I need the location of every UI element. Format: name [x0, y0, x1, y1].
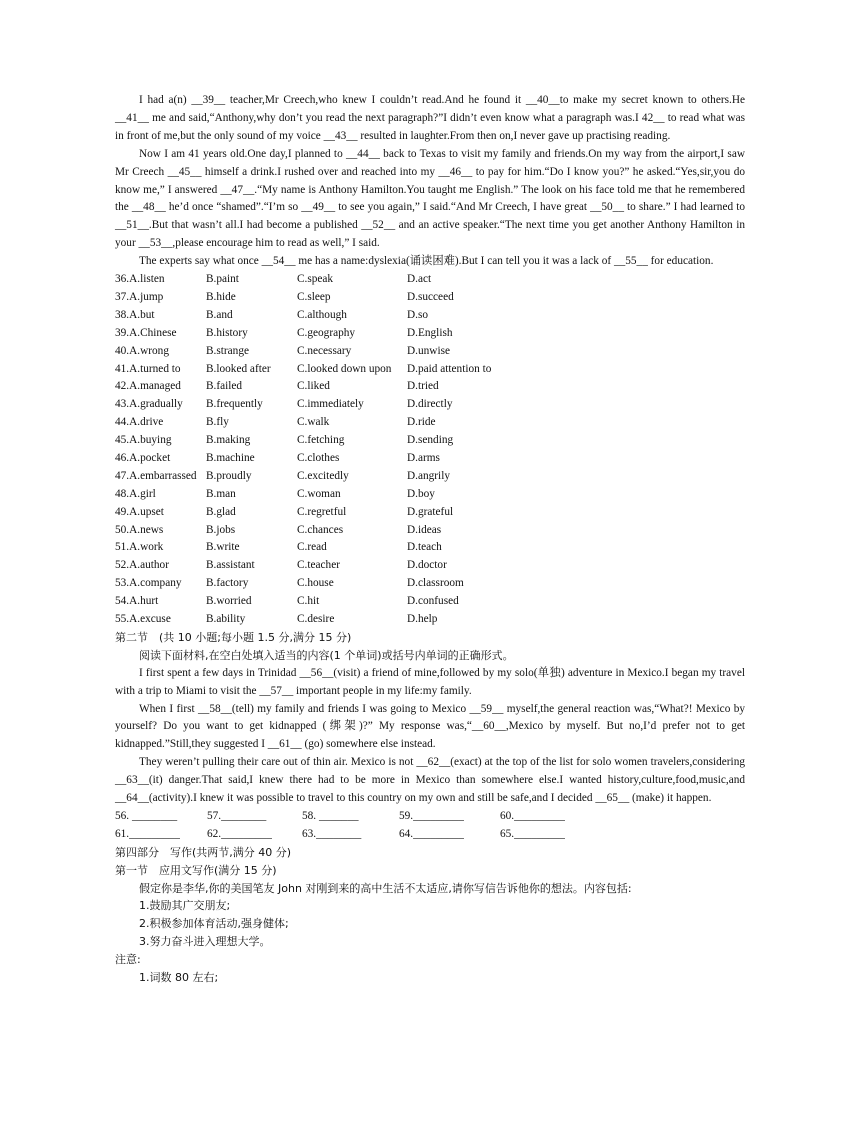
option-choice[interactable]: 38.A.but [115, 308, 155, 321]
writing-point-3: 3.努力奋斗进入理想大学。 [139, 935, 271, 949]
answer-blank-59[interactable]: 59._________ [399, 809, 464, 822]
option-choice[interactable]: 44.A.drive [115, 416, 164, 429]
option-choice[interactable]: C.excitedly [297, 469, 349, 482]
option-choice[interactable]: C.teacher [297, 559, 340, 572]
option-row [115, 539, 745, 557]
answer-blank-62[interactable]: 62._________ [207, 827, 272, 840]
section2-paragraph3: They weren’t pulling their care out of thin air. Mexico is not __62__(exact) at the top of the list for solo women travelers,considering __63__(it) danger.That said,I knew there had to be more in Mexico than somewhere else.I wanted history,culture,food,music,and __64__(activity).I knew it was possible to travel to this country on my own and still be safe,and I decided __65__ (make) it happen. [115, 756, 745, 805]
option-choice[interactable]: B.write [206, 541, 240, 554]
option-choice[interactable]: B.strange [206, 344, 249, 357]
option-row [115, 486, 745, 504]
option-choice[interactable]: C.hit [297, 595, 320, 608]
option-choice[interactable]: B.ability [206, 612, 246, 625]
option-choice[interactable]: B.frequently [206, 398, 263, 411]
option-row [115, 289, 745, 307]
part4-subheading: 第一节 应用文写作(满分 15 分) [115, 863, 277, 877]
option-choice[interactable]: C.sleep [297, 290, 331, 303]
option-row [115, 271, 745, 289]
option-choice[interactable]: 55.A.excuse [115, 612, 171, 625]
note-1: 1.词数 80 左右; [139, 971, 219, 985]
option-choice[interactable]: C.regretful [297, 505, 347, 518]
option-choice[interactable]: D.teach [407, 541, 442, 554]
worksheet-page [115, 92, 745, 987]
writing-task: 假定你是李华,你的美国笔友 John 对刚到来的高中生活不太适应,请你写信告诉他你的想法。内容包括: [139, 881, 632, 895]
option-choice[interactable]: C.chances [297, 523, 344, 536]
option-choice[interactable]: 39.A.Chinese [115, 326, 177, 339]
option-choice[interactable]: C.fetching [297, 434, 345, 447]
option-choice[interactable]: D.sending [407, 434, 454, 447]
option-choice[interactable]: D.doctor [407, 559, 447, 572]
answer-blanks-row1 [115, 808, 745, 826]
option-choice[interactable]: B.assistant [206, 559, 255, 572]
option-choice[interactable]: D.directly [407, 398, 453, 411]
option-choice[interactable]: D.English [407, 326, 453, 339]
option-choice[interactable]: D.so [407, 308, 429, 321]
option-choice[interactable]: 50.A.news [115, 523, 164, 536]
option-choice[interactable]: C.clothes [297, 451, 340, 464]
option-choice[interactable]: B.machine [206, 451, 255, 464]
option-choice[interactable]: 47.A.embarrassed [115, 469, 197, 482]
answer-blank-61[interactable]: 61._________ [115, 827, 180, 840]
passage1-paragraph2: Now I am 41 years old.One day,I planned to __44__ back to Texas to visit my family and friends.On my way from the airport,I saw Mr Creech __45__ himself a drink.I rushed over and reached into my __46__ to pay for him.“Do I know you?” he asked.“Yes,sir,you do know me,” I answered __47__.“My name is Anthony Hamilton.You taught me English.” The look on his face told me that he remembered the __48__ he’d once “shamed”.“I’m so __49__ to see you again,” I said.“And Mr Creech, I have great __50__ to share.” I had learned to __51__.But that wasn’t all.I had become a published __52__ and an active speaker.“The next time you get another Anthony Hamilton in your __53__,please encourage him to read as well,” I said. [115, 147, 745, 250]
option-row [115, 450, 745, 468]
passage1-paragraph3: The experts say what once __54__ me has a name:dyslexia(诵读困难).But I can tell you it was a lack of __55__ for education. [139, 255, 714, 268]
option-choice[interactable]: B.proudly [206, 469, 252, 482]
option-choice[interactable]: D.classroom [407, 577, 464, 590]
section2-paragraph1: I first spent a few days in Trinidad __56__(visit) a friend of mine,followed by my solo(单独) adventure in Mexico.I began my travel with a trip to Miami to visit the __57__ important people in my life:my family. [115, 666, 745, 697]
section2-instruction: 阅读下面材料,在空白处填入适当的内容(1 个单词)或括号内单词的正确形式。 [139, 648, 514, 662]
option-choice[interactable]: 49.A.upset [115, 505, 164, 518]
option-row [115, 378, 745, 396]
option-row [115, 325, 745, 343]
option-row [115, 575, 745, 593]
answer-blank-57[interactable]: 57.________ [207, 809, 267, 822]
option-choice[interactable]: 48.A.girl [115, 487, 156, 500]
option-choice[interactable]: B.history [206, 326, 248, 339]
option-choice[interactable]: 45.A.buying [115, 434, 172, 447]
option-row [115, 557, 745, 575]
option-choice[interactable]: B.man [206, 487, 236, 500]
option-choice[interactable]: B.failed [206, 380, 243, 393]
option-choice[interactable]: C.looked down upon [297, 362, 392, 375]
option-choice[interactable]: B.fly [206, 416, 229, 429]
writing-point-1: 1.鼓励其广交朋友; [139, 899, 231, 913]
option-choice[interactable]: B.jobs [206, 523, 236, 536]
option-choice[interactable]: D.grateful [407, 505, 454, 518]
option-choice[interactable]: 46.A.pocket [115, 451, 171, 464]
note-label: 注意: [115, 953, 141, 967]
answer-blank-58[interactable]: 58. _______ [302, 809, 359, 822]
option-choice[interactable]: 53.A.company [115, 577, 182, 590]
option-choice[interactable]: C.woman [297, 487, 341, 500]
option-choice[interactable]: D.tried [407, 380, 439, 393]
option-choice[interactable]: C.geography [297, 326, 356, 339]
answer-blanks-row2 [115, 826, 745, 844]
option-choice[interactable]: B.paint [206, 273, 239, 286]
option-row [115, 522, 745, 540]
option-choice[interactable]: 36.A.listen [115, 273, 165, 286]
option-row [115, 396, 745, 414]
option-choice[interactable]: D.paid attention to [407, 362, 492, 375]
option-choice[interactable]: D.ideas [407, 523, 442, 536]
option-row [115, 361, 745, 379]
option-choice[interactable]: B.worried [206, 595, 252, 608]
option-choice[interactable]: 41.A.turned to [115, 362, 181, 375]
option-choice[interactable]: D.angrily [407, 469, 450, 482]
option-choice[interactable]: D.boy [407, 487, 435, 500]
option-choice[interactable]: B.looked after [206, 362, 271, 375]
option-choice[interactable]: C.liked [297, 380, 330, 393]
option-choice[interactable]: C.read [297, 541, 327, 554]
options-list [115, 271, 745, 629]
option-choice[interactable]: 40.A.wrong [115, 344, 169, 357]
option-choice[interactable]: C.speak [297, 273, 334, 286]
option-choice[interactable]: C.immediately [297, 398, 364, 411]
option-choice[interactable]: B.hide [206, 290, 236, 303]
option-choice[interactable]: C.necessary [297, 344, 352, 357]
answer-blank-63[interactable]: 63.________ [302, 827, 362, 840]
passage1-paragraph1: I had a(n) __39__ teacher,Mr Creech,who knew I couldn’t read.And he found it __40__to make my secret known to others.He __41__ me and said,“Anthony,why don’t you read the next paragraph?”I didn’t even know what a paragraph was.I 42__ to read what was in front of me,but the only sound of my voice __43__ resulted in laughter.From then on,I never gave up practising reading. [115, 94, 745, 142]
option-choice[interactable]: D.confused [407, 595, 459, 608]
part4-heading: 第四部分 写作(共两节,满分 40 分) [115, 845, 292, 859]
answer-blank-65[interactable]: 65._________ [500, 827, 565, 840]
option-choice[interactable]: 52.A.author [115, 559, 169, 572]
option-choice[interactable]: D.succeed [407, 290, 454, 303]
option-choice[interactable]: D.ride [407, 416, 436, 429]
option-choice[interactable]: 54.A.hurt [115, 595, 159, 608]
writing-point-2: 2.积极参加体育活动,强身健体; [139, 917, 289, 931]
option-choice[interactable]: C.desire [297, 612, 335, 625]
option-row [115, 414, 745, 432]
option-choice[interactable]: C.although [297, 308, 347, 321]
section2-paragraph2: When I first __58__(tell) my family and friends I was going to Mexico __59__ myself,the general reaction was,“What?! Mexico by yourself? Do you want to get kidnapped (绑架)?” My response was,“__60__,Mexico by myself. But no,I’d prefer not to get kidnapped.”Still,they suggested I __61__ (go) somewhere else instead. [115, 702, 745, 751]
option-row [115, 611, 745, 629]
option-choice[interactable]: B.and [206, 308, 233, 321]
option-choice[interactable]: C.walk [297, 416, 330, 429]
option-choice[interactable]: C.house [297, 577, 334, 590]
answer-blank-56[interactable]: 56. ________ [115, 809, 178, 822]
option-row [115, 593, 745, 611]
option-choice[interactable]: 43.A.gradually [115, 398, 183, 411]
option-choice[interactable]: D.help [407, 612, 438, 625]
answer-blank-64[interactable]: 64._________ [399, 827, 464, 840]
option-row [115, 343, 745, 361]
option-choice[interactable]: B.glad [206, 505, 236, 518]
option-choice[interactable]: 51.A.work [115, 541, 164, 554]
option-row [115, 468, 745, 486]
option-choice[interactable]: D.unwise [407, 344, 450, 357]
option-row [115, 504, 745, 522]
option-row [115, 307, 745, 325]
option-choice[interactable]: D.act [407, 273, 432, 286]
option-choice[interactable]: B.factory [206, 577, 249, 590]
option-choice[interactable]: B.making [206, 434, 251, 447]
option-choice[interactable]: 37.A.jump [115, 290, 164, 303]
answer-blank-60[interactable]: 60._________ [500, 809, 565, 822]
option-choice[interactable]: 42.A.managed [115, 380, 181, 393]
option-choice[interactable]: D.arms [407, 451, 440, 464]
section2-heading: 第二节 (共 10 小题;每小题 1.5 分,满分 15 分) [115, 630, 352, 644]
option-row [115, 432, 745, 450]
